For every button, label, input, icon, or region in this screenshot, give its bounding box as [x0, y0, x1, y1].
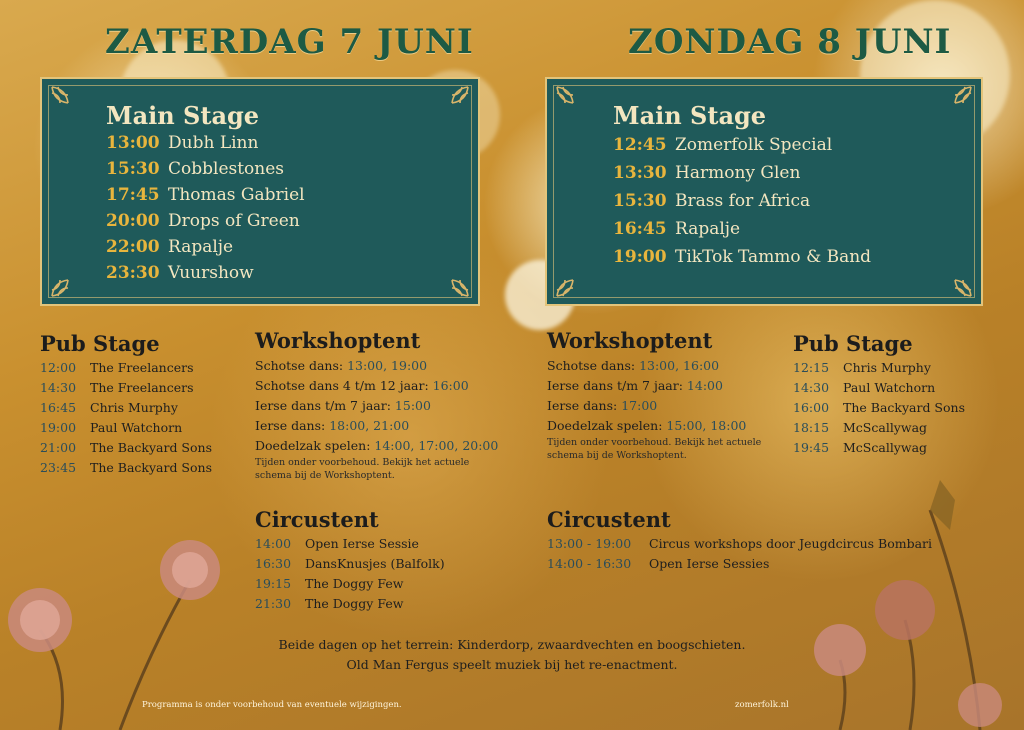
ornament-corner-icon: [48, 264, 84, 300]
list-item: 14:00 Open Ierse Sessie: [255, 536, 419, 551]
schedule-row: 13:00 Dubh Linn: [106, 133, 259, 153]
list-item: 19:45 McScallywag: [793, 440, 928, 455]
list-item: Ierse dans: 17:00: [547, 398, 658, 413]
schedule-row: 13:30 Harmony Glen: [613, 163, 801, 183]
list-item: Ierse dans t/m 7 jaar: 15:00: [255, 398, 431, 413]
schedule-row: 12:45 Zomerfolk Special: [613, 135, 833, 155]
ornament-corner-icon: [553, 264, 589, 300]
workshoptent-heading: Workshoptent: [255, 328, 421, 353]
schedule-row: 15:30 Brass for Africa: [613, 191, 811, 211]
schedule-row: 15:30 Cobblestones: [106, 159, 285, 179]
sunday-workshoptent-list: [547, 356, 787, 462]
thistle-flowers-right-icon: [780, 470, 1024, 730]
footer-line: Old Man Fergus speelt muziek bij het re-enactment.: [346, 657, 678, 672]
list-item: Ierse dans t/m 7 jaar: 14:00: [547, 378, 723, 393]
main-stage-heading: Main Stage: [613, 101, 767, 130]
list-item: 12:00 The Freelancers: [40, 360, 194, 375]
list-item: 19:00 Paul Watchorn: [40, 420, 183, 435]
workshop-note: schema bij de Workshoptent.: [547, 450, 687, 461]
ornament-corner-icon: [48, 83, 84, 119]
schedule-row: 17:45 Thomas Gabriel: [106, 185, 305, 205]
list-item: Doedelzak spelen: 14:00, 17:00, 20:00: [255, 438, 499, 453]
list-item: 23:45 The Backyard Sons: [40, 460, 212, 475]
list-item: 13:00 - 19:00 Circus workshops door Jeugdcircus Bombari: [547, 536, 933, 551]
workshop-note: schema bij de Workshoptent.: [255, 470, 395, 481]
list-item: 14:00 - 16:30 Open Ierse Sessies: [547, 556, 770, 571]
list-item: 14:30 Paul Watchorn: [793, 380, 936, 395]
sunday-title: ZONDAG 8 JUNI: [628, 22, 952, 62]
list-item: 21:30 The Doggy Few: [255, 596, 404, 611]
sunday-pub-stage-list: [793, 358, 993, 458]
saturday-pub-stage-list: [40, 358, 240, 478]
list-item: 12:15 Chris Murphy: [793, 360, 931, 375]
main-stage-heading: Main Stage: [106, 101, 260, 130]
workshop-note: Tijden onder voorbehoud. Bekijk het actuele: [547, 437, 762, 448]
footer-text: [0, 635, 1024, 675]
list-item: Schotse dans: 13:00, 19:00: [255, 358, 428, 373]
schedule-row: 19:00 TikTok Tammo & Band: [613, 247, 872, 267]
schedule-row: 23:30 Vuurshow: [106, 263, 254, 283]
list-item: Doedelzak spelen: 15:00, 18:00: [547, 418, 747, 433]
saturday-workshoptent-list: [255, 356, 525, 482]
pub-stage-heading: Pub Stage: [40, 331, 160, 356]
saturday-circustent-list: [255, 534, 495, 614]
list-item: 16:00 The Backyard Sons: [793, 400, 965, 415]
list-item: 21:00 The Backyard Sons: [40, 440, 212, 455]
list-item: Schotse dans 4 t/m 12 jaar: 16:00: [255, 378, 469, 393]
list-item: Ierse dans: 18:00, 21:00: [255, 418, 410, 433]
ornament-corner-icon: [436, 83, 472, 119]
workshop-note: Tijden onder voorbehoud. Bekijk het actuele: [255, 457, 470, 468]
sunday-main-stage-panel: [545, 77, 983, 306]
ornament-corner-icon: [436, 264, 472, 300]
circustent-heading: Circustent: [547, 507, 671, 532]
ornament-corner-icon: [939, 264, 975, 300]
saturday-title: ZATERDAG 7 JUNI: [105, 22, 474, 62]
schedule-row: 16:45 Rapalje: [613, 219, 741, 239]
list-item: 16:30 DansKnusjes (Balfolk): [255, 556, 445, 571]
list-item: 18:15 McScallywag: [793, 420, 928, 435]
ornament-corner-icon: [939, 83, 975, 119]
list-item: 16:45 Chris Murphy: [40, 400, 178, 415]
disclaimer-text: Programma is onder voorbehoud van eventuele wijzigingen.: [142, 700, 402, 710]
circustent-heading: Circustent: [255, 507, 379, 532]
website-text: zomerfolk.nl: [735, 700, 789, 710]
list-item: 14:30 The Freelancers: [40, 380, 194, 395]
schedule-row: 22:00 Rapalje: [106, 237, 234, 257]
thistle-flowers-left-icon: [0, 520, 250, 730]
ornament-corner-icon: [553, 83, 589, 119]
workshoptent-heading: Workshoptent: [547, 328, 713, 353]
pub-stage-heading: Pub Stage: [793, 331, 913, 356]
saturday-main-stage-panel: [40, 77, 480, 306]
schedule-row: 20:00 Drops of Green: [106, 211, 300, 231]
list-item: Schotse dans: 13:00, 16:00: [547, 358, 720, 373]
footer-line: Beide dagen op het terrein: Kinderdorp, zwaardvechten en boogschieten.: [278, 637, 746, 652]
list-item: 19:15 The Doggy Few: [255, 576, 404, 591]
